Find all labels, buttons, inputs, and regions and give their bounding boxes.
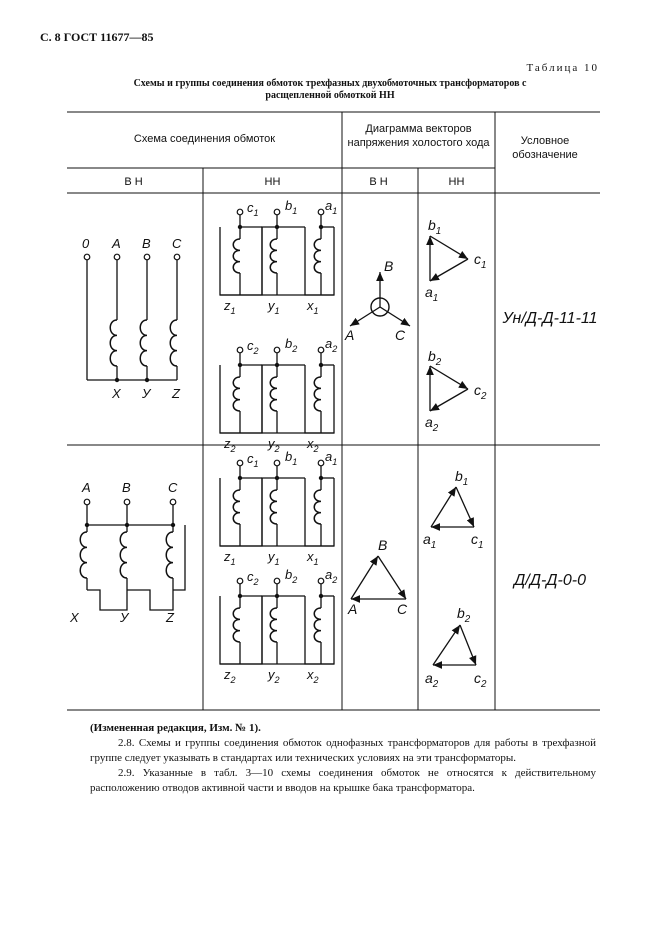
terminal <box>84 254 90 260</box>
hv-terminal-label: A <box>112 236 121 251</box>
terminal <box>170 499 176 505</box>
terminal <box>84 499 90 505</box>
vector-label: A <box>345 327 355 343</box>
terminal <box>274 460 280 466</box>
lv-terminal-label: $b_2$ <box>285 336 298 354</box>
junction-dot <box>275 594 279 598</box>
vector-label: $a_1$ <box>423 531 437 551</box>
winding-coil <box>233 608 240 642</box>
vector-label: $a_2$ <box>425 414 439 434</box>
lv-end-label: $x_2$ <box>307 436 319 454</box>
hv-terminal-label: 0 <box>82 236 90 251</box>
junction-dot <box>238 476 242 480</box>
vector-label: A <box>348 601 358 617</box>
vector-triangle <box>456 487 474 527</box>
vector-triangle <box>430 259 468 281</box>
winding-coil <box>166 532 173 578</box>
vector-label: $b_1$ <box>455 468 469 488</box>
terminal <box>174 254 180 260</box>
winding-coil <box>270 239 277 273</box>
vector-triangle <box>430 389 468 411</box>
junction-dot <box>238 594 242 598</box>
vector-label: $a_2$ <box>425 670 439 690</box>
table-caption: Схемы и группы соединения обмоток трехфазных двухобмоточных трансформаторов с расщепленной обмоткой НН <box>133 78 527 101</box>
junction-dot <box>275 225 279 229</box>
hv-terminal-label: B <box>122 480 131 495</box>
vector-triangle <box>430 366 468 389</box>
vector-label: $b_1$ <box>428 217 442 237</box>
vector-a <box>350 307 380 326</box>
winding-coil <box>140 320 147 366</box>
winding-coil <box>170 320 177 366</box>
paragraph-amendment: (Измененная редакция, Изм. № 1). <box>90 722 261 734</box>
lv-end-label: $y_1$ <box>268 298 280 316</box>
lv-end-label: $z_2$ <box>224 667 236 685</box>
hv-terminal-label: A <box>82 480 91 495</box>
paragraph-2-9: 2.9. Указанные в табл. 3—10 схемы соединения обмоток не относятся к действительному расположению отводов активной части и вводов на крышке бака трансформатора. <box>90 767 596 794</box>
terminal <box>274 578 280 584</box>
vector-triangle <box>431 487 456 527</box>
terminal <box>318 209 324 215</box>
lv-terminal-label: $b_1$ <box>285 198 298 216</box>
terminal <box>237 578 243 584</box>
junction-dot <box>319 363 323 367</box>
lv-end-label: $y_1$ <box>268 549 280 567</box>
col-bh-header: ВН <box>124 176 146 188</box>
terminal <box>237 460 243 466</box>
junction-dot <box>319 225 323 229</box>
terminal <box>318 347 324 353</box>
winding-coil <box>270 377 277 411</box>
junction-dot <box>115 378 119 382</box>
lv-end-label: $z_1$ <box>224 549 236 567</box>
vector-triangle <box>460 625 476 665</box>
winding-coil <box>270 490 277 524</box>
lv-terminal-label: $a_2$ <box>325 336 338 354</box>
vector-triangle <box>430 236 468 259</box>
hv-end-label: X <box>70 610 79 625</box>
lv-terminal-label: $c_2$ <box>247 569 259 587</box>
vector-label: $b_2$ <box>428 348 442 368</box>
vector-label: $c_2$ <box>474 670 487 690</box>
lv-end-label: $x_1$ <box>307 298 319 316</box>
hv-end-label: Z <box>166 610 174 625</box>
junction-dot <box>145 378 149 382</box>
hv-terminal-label: C <box>168 480 178 495</box>
lv-terminal-label: $b_2$ <box>285 567 298 585</box>
vector-c <box>380 307 410 326</box>
winding-coil <box>110 320 117 366</box>
winding-coil <box>314 608 321 642</box>
winding-coil <box>120 532 127 578</box>
body-paragraphs <box>90 721 596 796</box>
terminal <box>318 460 324 466</box>
vector-triangle <box>351 556 378 599</box>
delta-link <box>87 590 127 610</box>
hv-end-label: X <box>112 386 121 401</box>
col-vec-hh-header: НН <box>448 176 465 188</box>
col-hh-header: НН <box>264 176 281 188</box>
terminal <box>237 209 243 215</box>
lv-end-label: $x_2$ <box>307 667 319 685</box>
lv-end-label: $x_1$ <box>307 549 319 567</box>
vector-label: $c_1$ <box>474 251 487 271</box>
lv-terminal-label: $c_1$ <box>247 451 259 469</box>
lv-terminal-label: $c_1$ <box>247 200 259 218</box>
lv-terminal-label: $a_2$ <box>325 567 338 585</box>
lv-terminal-label: $a_1$ <box>325 449 338 467</box>
winding-coil <box>233 490 240 524</box>
junction-dot <box>238 363 242 367</box>
col-vector-header: Диаграмма векторов напряжения холостого хода <box>347 123 490 149</box>
col-vec-bh-header: ВН <box>369 176 391 188</box>
table-number: Таблица 10 <box>526 62 599 74</box>
col-designation-header: Условное обозначение <box>512 135 578 161</box>
terminal <box>144 254 150 260</box>
vector-label: $c_2$ <box>474 382 487 402</box>
lv-terminal-label: $b_1$ <box>285 449 298 467</box>
lv-terminal-label: $a_1$ <box>325 198 338 216</box>
terminal <box>124 499 130 505</box>
lv-end-label: $y_2$ <box>268 436 280 454</box>
hv-terminal-label: B <box>142 236 151 251</box>
designation-row1: Ун/Д-Д-11-11 <box>502 310 598 327</box>
vector-label: C <box>395 327 406 343</box>
lv-end-label: $z_1$ <box>224 298 236 316</box>
vector-label: B <box>378 537 388 553</box>
hv-end-label: У <box>120 610 129 625</box>
winding-coil <box>233 239 240 273</box>
designation-row2: Д/Д-Д-0-0 <box>513 572 587 589</box>
vector-label: $b_2$ <box>457 605 471 625</box>
lv-terminal-label: $c_2$ <box>247 338 259 356</box>
delta-link <box>173 525 185 590</box>
lv-end-label: $y_2$ <box>268 667 280 685</box>
junction-dot <box>319 476 323 480</box>
col-scheme-header: Схема соединения обмоток <box>133 133 276 145</box>
junction-dot <box>319 594 323 598</box>
vector-label: $a_1$ <box>425 284 439 304</box>
vector-label: $c_1$ <box>471 531 484 551</box>
winding-coil <box>314 239 321 273</box>
winding-coil <box>270 608 277 642</box>
hv-terminal-label: C <box>172 236 182 251</box>
delta-link <box>127 590 173 610</box>
lv-end-label: $z_2$ <box>224 436 236 454</box>
vector-triangle <box>433 625 460 665</box>
vector-label: C <box>397 601 408 617</box>
vector-triangle <box>378 556 406 599</box>
terminal <box>114 254 120 260</box>
winding-coil <box>314 490 321 524</box>
hv-end-label: Z <box>172 386 180 401</box>
terminal <box>318 578 324 584</box>
winding-coil <box>233 377 240 411</box>
junction-dot <box>275 363 279 367</box>
winding-coil <box>314 377 321 411</box>
terminal <box>274 347 280 353</box>
terminal <box>237 347 243 353</box>
winding-coil <box>80 532 87 578</box>
terminal <box>274 209 280 215</box>
hv-end-label: У <box>142 386 151 401</box>
junction-dot <box>238 225 242 229</box>
page-header: С. 8 ГОСТ 11677—85 <box>40 30 154 44</box>
vector-label: B <box>384 258 394 274</box>
junction-dot <box>275 476 279 480</box>
paragraph-2-8: 2.8. Схемы и группы соединения обмоток однофазных трансформаторов для работы в трехфазной группе следует указывать в стандартах или технических условиях на эти трансформаторы. <box>90 737 596 764</box>
